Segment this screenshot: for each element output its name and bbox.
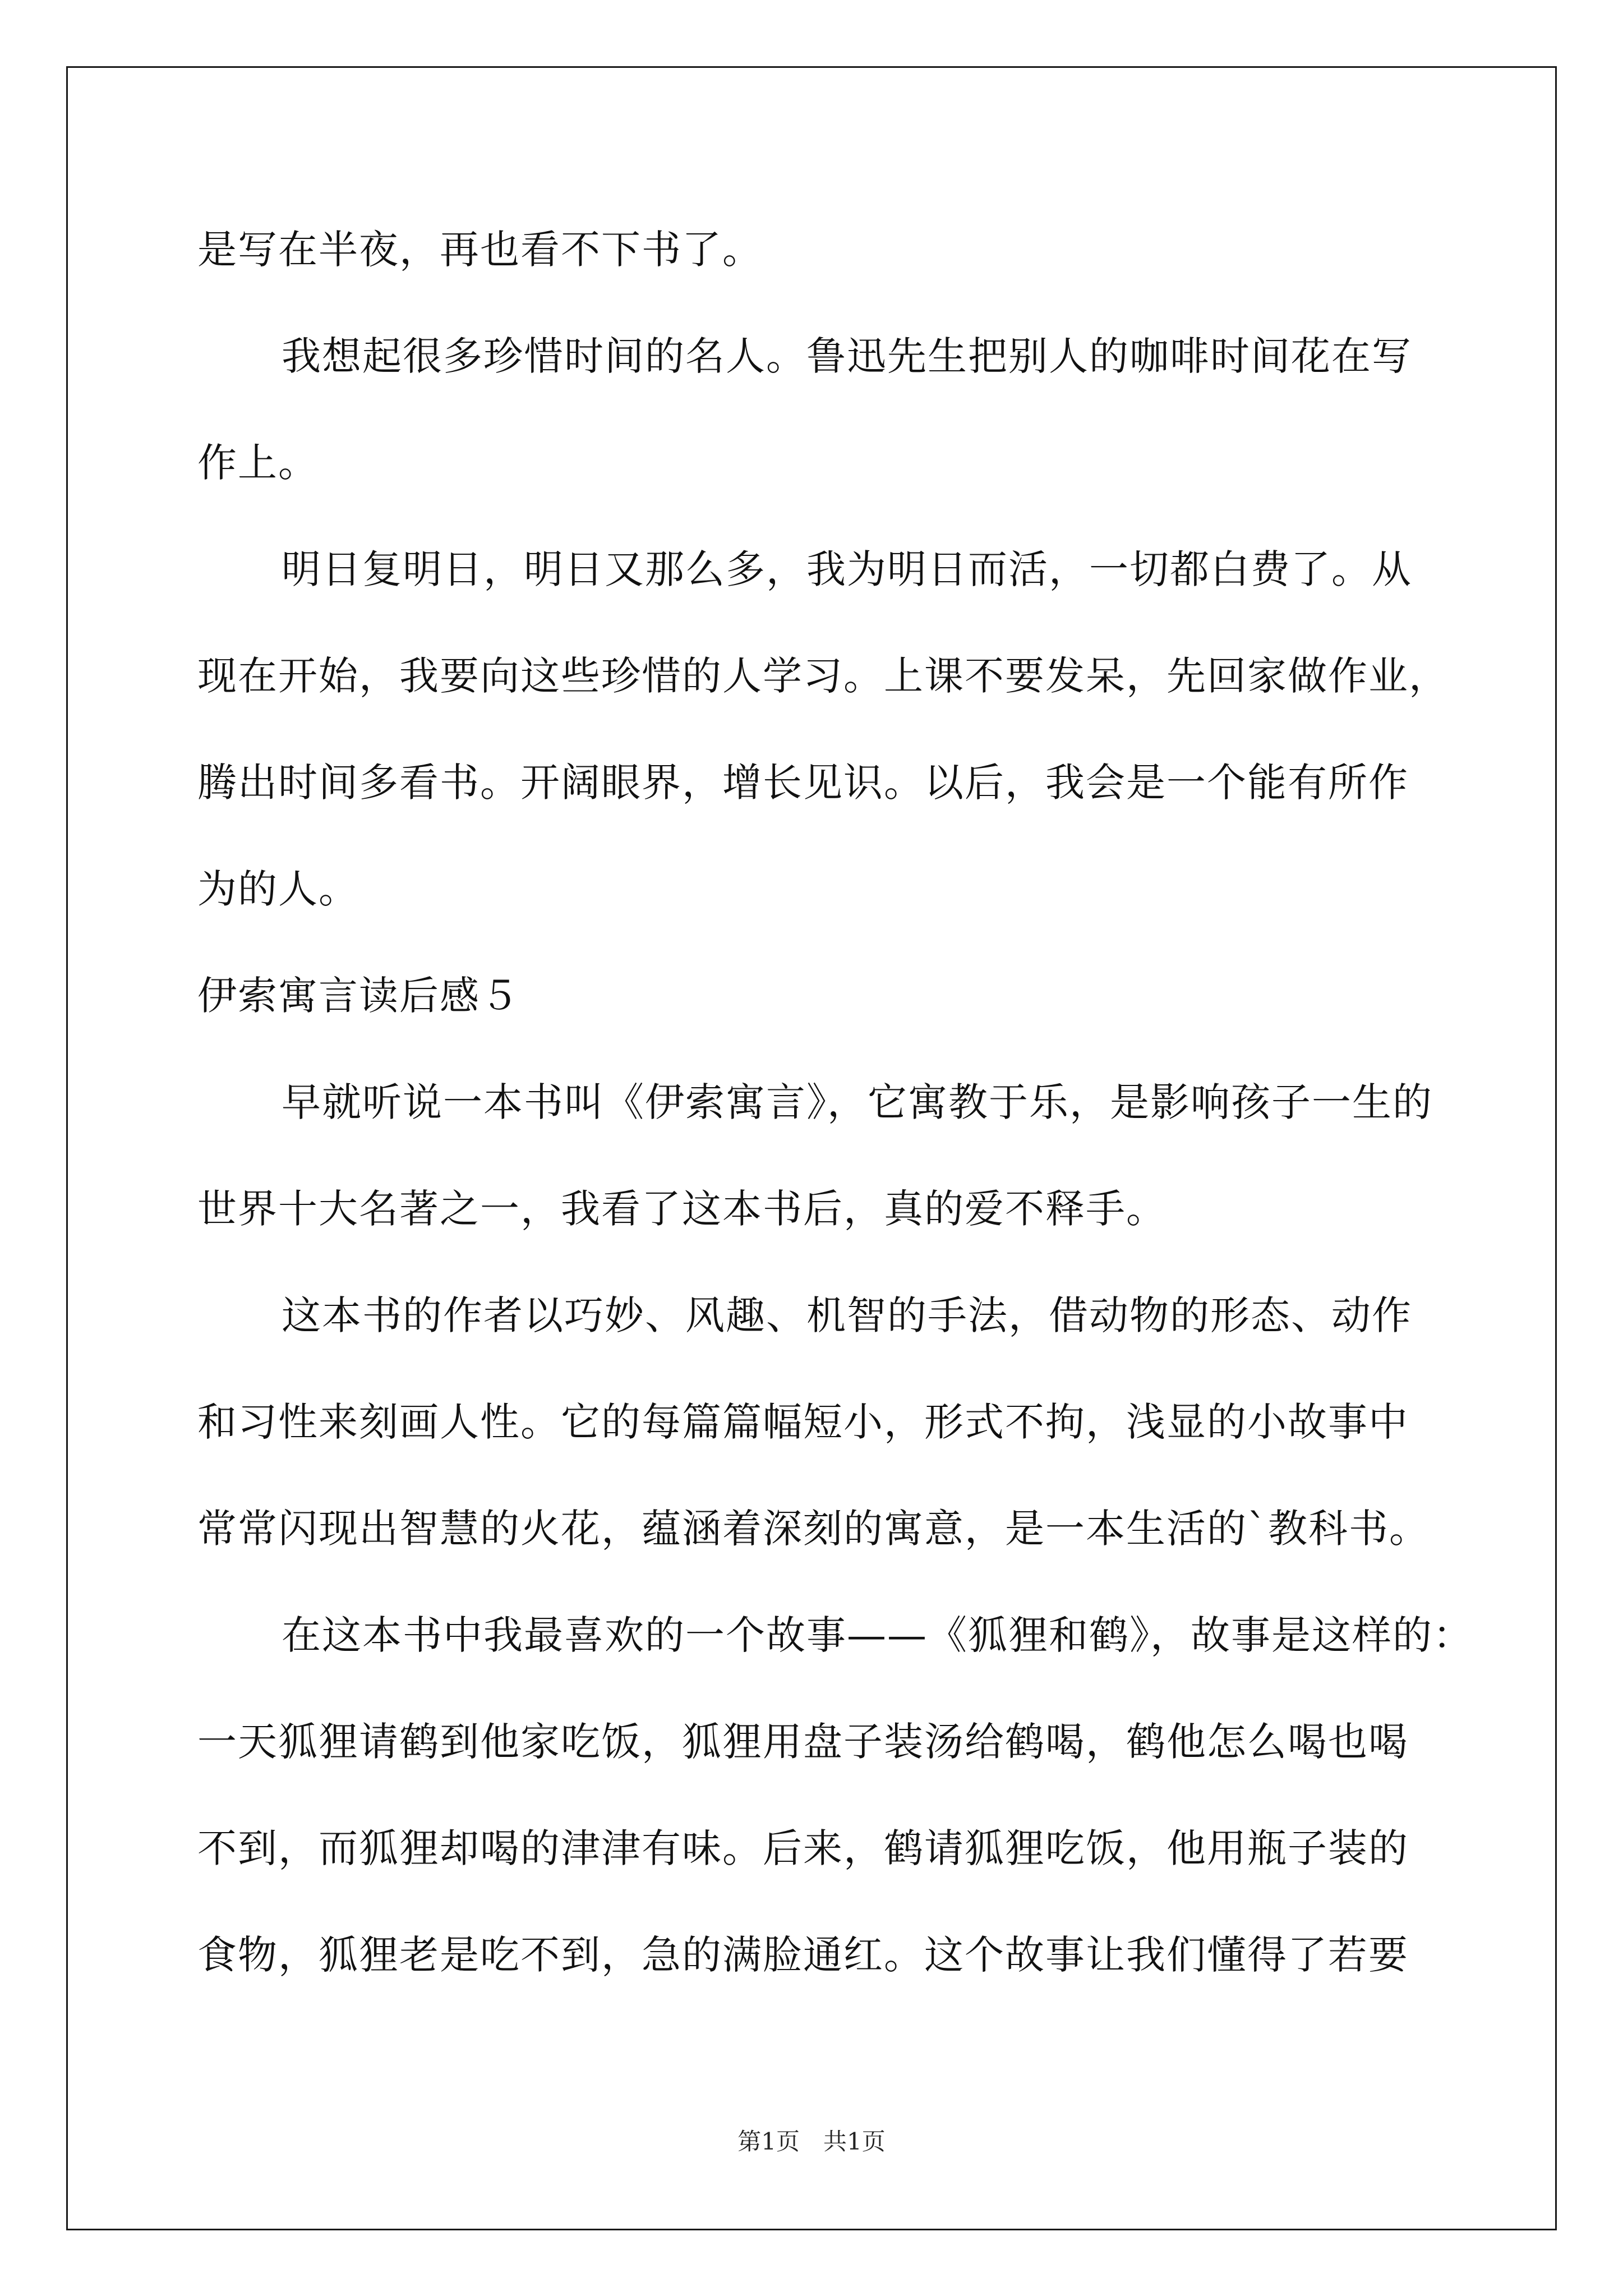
section-heading: 伊索寓言读后感５ xyxy=(197,973,520,1019)
paragraph-line: 是写在半夜，再也看不下书了。 xyxy=(197,227,763,273)
paragraph-line: 为的人。 xyxy=(197,866,359,912)
paragraph-line: 世界十大名著之一，我看了这本书后，真的爱不释手。 xyxy=(197,1186,1166,1232)
paragraph-line: 早就听说一本书叫《伊索寓言》，它寓教于乐，是影响孩子一生的 xyxy=(282,1079,1433,1125)
page-number: 第1页 共1页 xyxy=(737,2128,886,2155)
paragraph-line: 作上。 xyxy=(197,440,319,486)
paragraph-line: 在这本书中我最喜欢的一个故事——《狐狸和鹤》，故事是这样的： xyxy=(282,1612,1473,1658)
paragraph-line: 我想起很多珍惜时间的名人。鲁迅先生把别人的咖啡时间花在写 xyxy=(282,333,1412,379)
paragraph-line: 这本书的作者以巧妙、风趣、机智的手法，借动物的形态、动作 xyxy=(282,1292,1412,1338)
paragraph-line: 食物，狐狸老是吃不到，急的满脸通红。这个故事让我们懂得了若要 xyxy=(197,1932,1409,1978)
paragraph-line: 明日复明日，明日又那么多，我为明日而活，一切都白费了。从 xyxy=(282,546,1412,592)
paragraph-line: 和习性来刻画人性。它的每篇篇幅短小，形式不拘，浅显的小故事中 xyxy=(197,1399,1409,1445)
paragraph-line: 不到，而狐狸却喝的津津有味。后来，鹤请狐狸吃饭，他用瓶子装的 xyxy=(197,1825,1409,1871)
page-border xyxy=(66,66,1557,2230)
page-footer xyxy=(0,2126,1623,2157)
paragraph-line: 腾出时间多看书。开阔眼界，增长见识。以后，我会是一个能有所作 xyxy=(197,760,1409,806)
paragraph-line: 现在开始，我要向这些珍惜的人学习。上课不要发呆，先回家做作业， xyxy=(197,653,1449,699)
paragraph-line: 常常闪现出智慧的火花，蕴涵着深刻的寓意，是一本生活的`教科书。 xyxy=(197,1506,1430,1552)
paragraph-line: 一天狐狸请鹤到他家吃饭，狐狸用盘子装汤给鹤喝，鹤他怎么喝也喝 xyxy=(197,1719,1409,1765)
